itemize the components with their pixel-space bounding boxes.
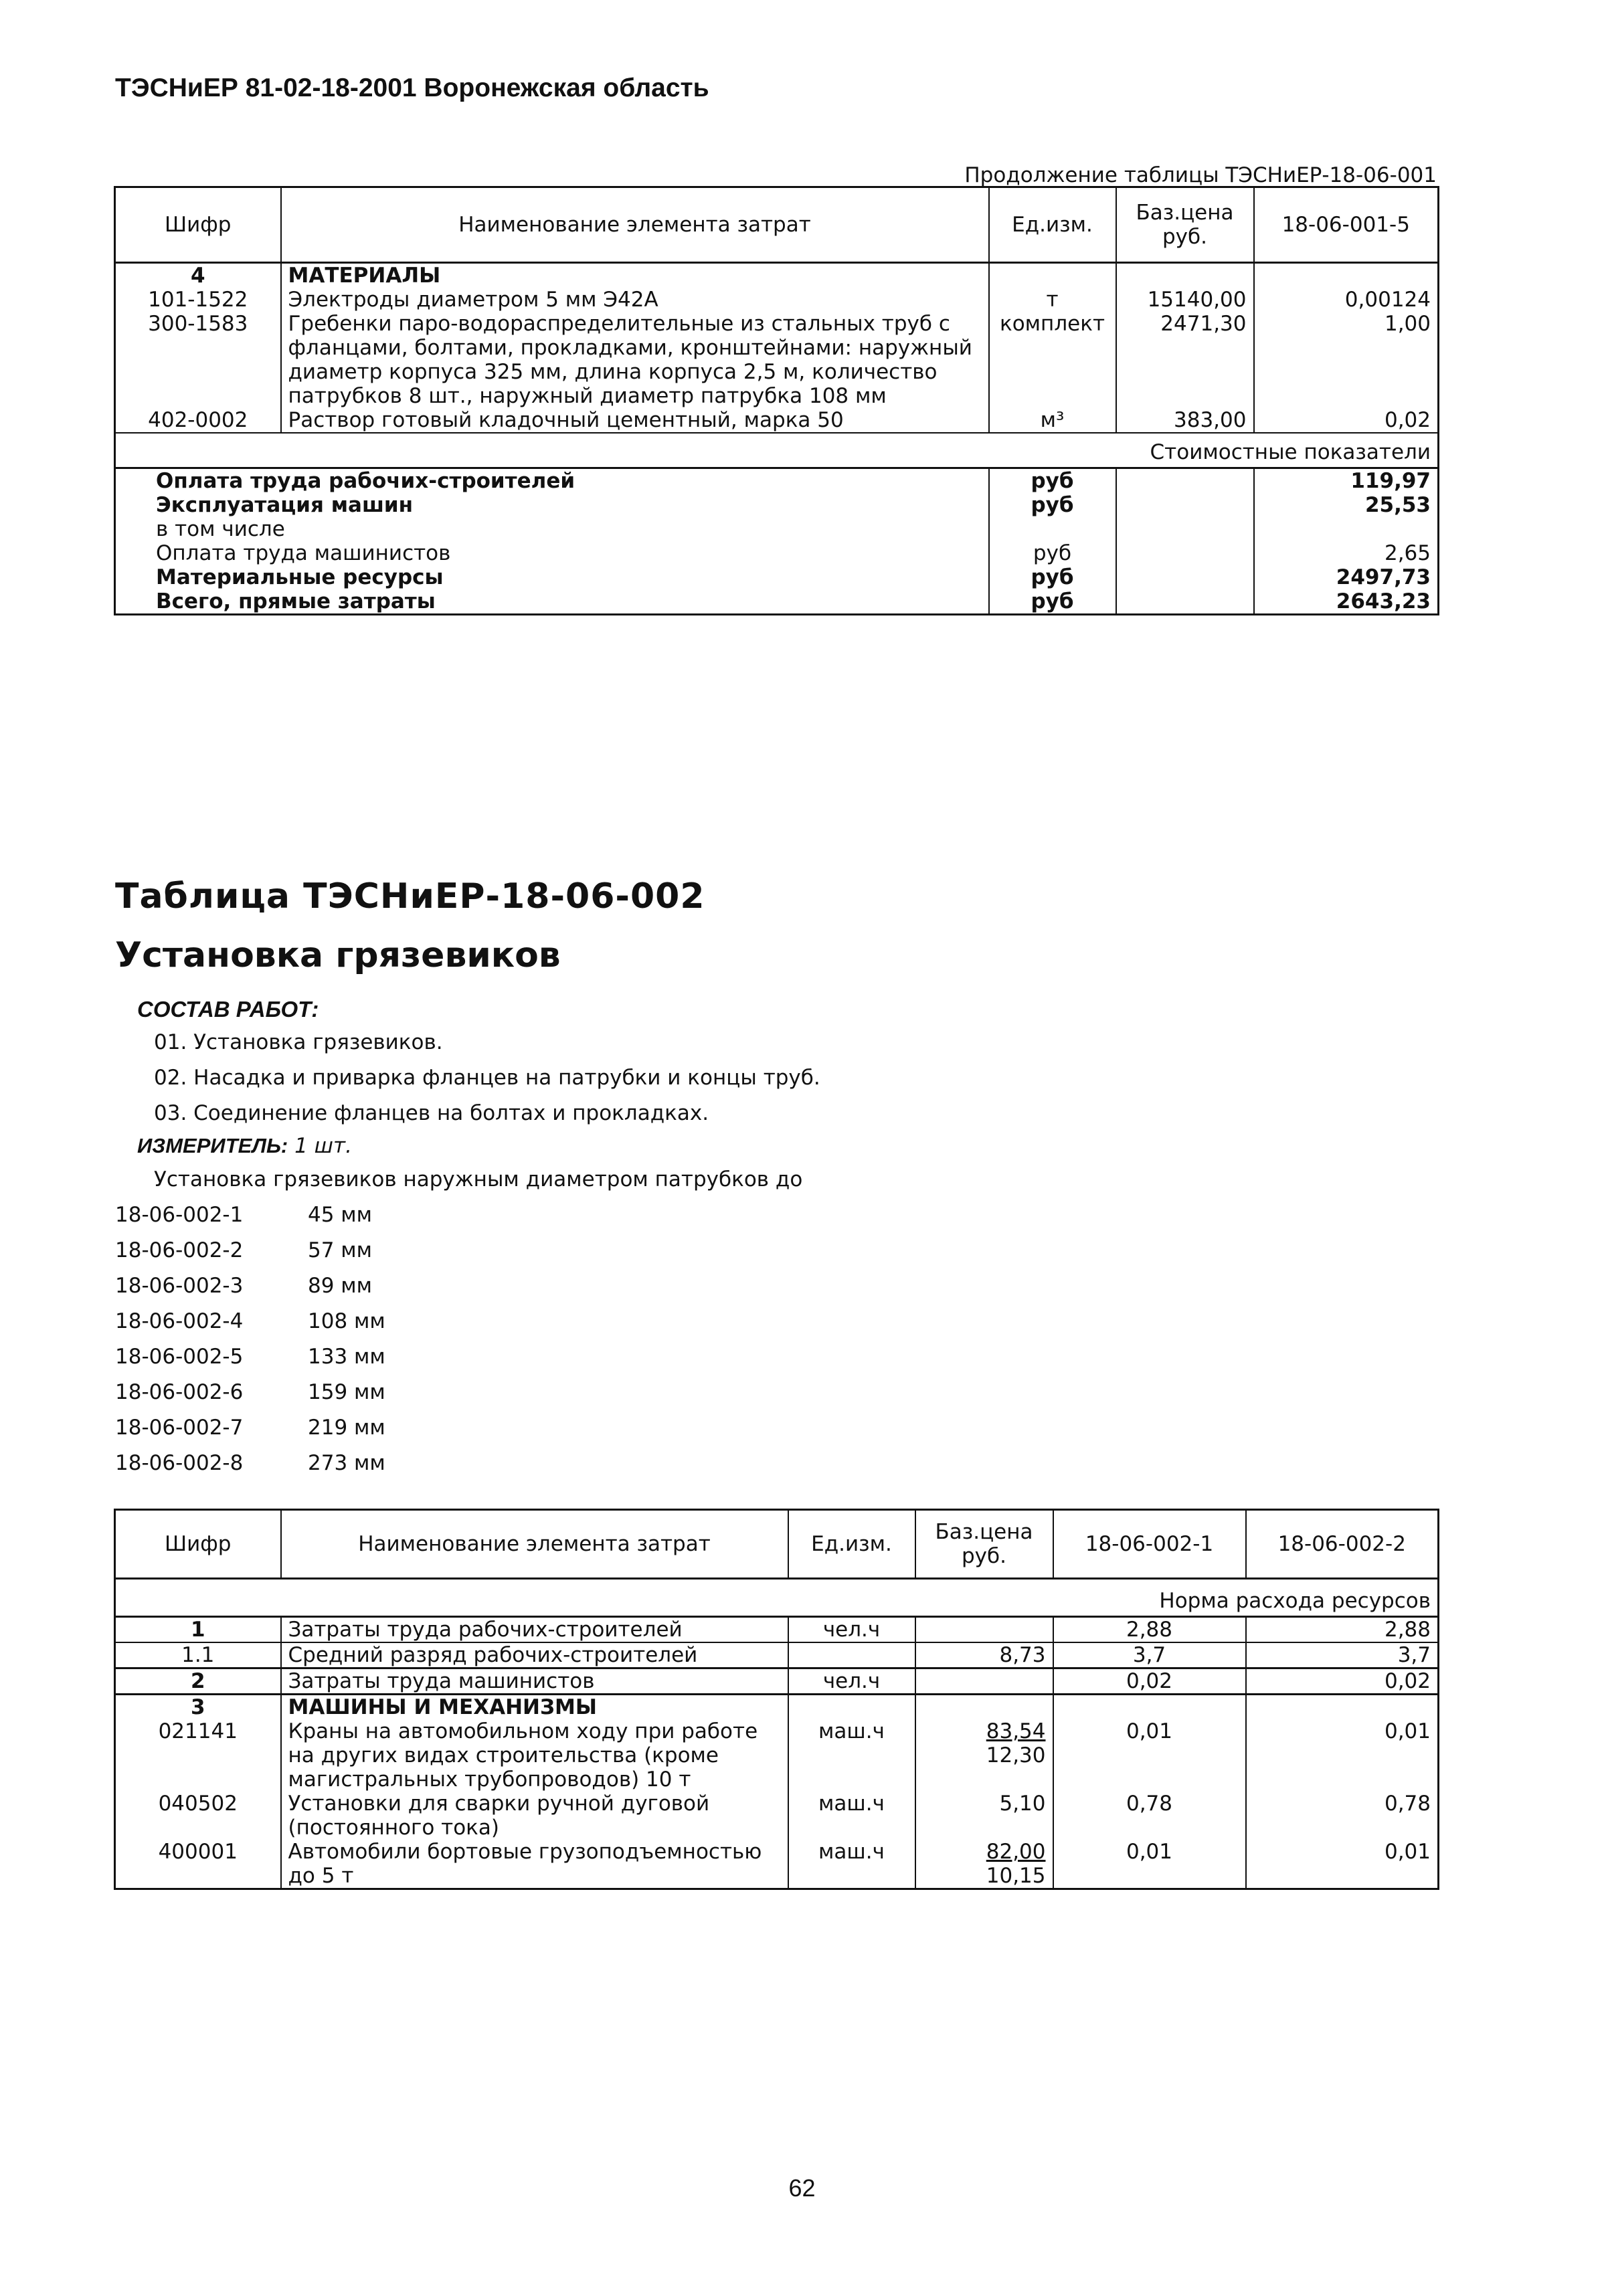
materials-table [114,186,1439,615]
row-name: Затраты труда машинистов [281,1668,788,1695]
row-value-2: 0,01 [1246,1840,1439,1889]
cost-row [115,565,1439,589]
measure-value: 1 шт. [294,1134,352,1158]
row-value-1: 0,01 [1053,1840,1246,1889]
row-value: 0,02 [1254,408,1439,433]
cost-row [115,517,1439,541]
row-value-2: 2,88 [1246,1617,1439,1643]
row-price: 82,00 [986,1840,1046,1864]
row-unit: чел.ч [788,1668,915,1695]
row-value: 1,00 [1254,312,1439,408]
col-header-unit: Ед.изм. [788,1510,915,1579]
row-name: Установки для сварки ручной дуговой (постоянного тока) [281,1792,788,1840]
table-row [115,1617,1439,1643]
table-row [115,288,1439,312]
running-head: ТЭСНиЕР 81-02-18-2001 Воронежская область [115,74,709,102]
cost-value: 2497,73 [1254,565,1439,589]
measure-label: ИЗМЕРИТЕЛЬ: [137,1134,288,1157]
cost-unit: руб [989,541,1116,565]
row-price-labor: 10,15 [986,1864,1046,1888]
row-price [915,1617,1053,1643]
item-size: 57 мм [308,1238,373,1262]
item-code: 18-06-002-7 [115,1416,244,1440]
row-price: 5,10 [915,1792,1053,1840]
table-row [115,1668,1439,1695]
row-code: 402-0002 [148,408,248,432]
row-unit: комплект [989,312,1116,408]
row-unit: маш.ч [788,1840,915,1889]
row-price [915,1668,1053,1695]
work-item: 01. Установка грязевиков. [154,1030,443,1054]
col-header-norm-1: 18-06-002-1 [1053,1510,1246,1579]
item-size: 219 мм [308,1416,385,1440]
row-value-2: 0,01 [1246,1719,1439,1792]
cost-label: Эксплуатация машин [156,493,414,517]
row-price: 83,54 [986,1719,1046,1743]
resources-table [114,1509,1439,1890]
col-header-unit: Ед.изм. [989,187,1116,263]
item-size: 273 мм [308,1451,385,1475]
table-row [115,408,1439,433]
col-header-name: Наименование элемента затрат [281,1510,788,1579]
row-code: 300-1583 [148,312,248,336]
cost-caption: Стоимостные показатели [115,433,1439,468]
section-title: МАТЕРИАЛЫ [281,263,989,288]
row-value-2: 0,78 [1246,1792,1439,1840]
item-size: 133 мм [308,1345,385,1369]
row-value-2: 3,7 [1246,1642,1439,1668]
item-size: 159 мм [308,1380,385,1404]
row-code: 021141 [158,1719,238,1743]
row-price-labor: 12,30 [986,1743,1046,1767]
table-row [115,1792,1439,1840]
col-header-code: Шифр [115,187,281,263]
row-value-1: 0,01 [1053,1719,1246,1792]
row-price: 2471,30 [1116,312,1254,408]
col-header-code: Шифр [115,1510,281,1579]
section-title: МАШИНЫ И МЕХАНИЗМЫ [281,1695,788,1720]
section-row [115,263,1439,288]
cost-value: 2643,23 [1254,589,1439,615]
table-header-row [115,187,1439,263]
cost-row [115,493,1439,517]
cost-row [115,541,1439,565]
table-row [115,312,1439,408]
item-code: 18-06-002-6 [115,1380,244,1404]
section-code: 4 [190,264,205,288]
row-unit: м³ [989,408,1116,433]
cost-value: 119,97 [1254,468,1439,494]
col-header-norm: 18-06-001-5 [1254,187,1439,263]
row-name: Гребенки паро-водораспределительные из стальных труб с фланцами, болтами, прокладками, кронштейнами: наружный диаметр корпуса 325 мм, длина корпуса 2,5 м, количество патрубков 8 шт., наружный диаметр патрубка 108 мм [281,312,989,408]
table-title: Таблица ТЭСНиЕР-18-06-002 [115,876,705,917]
item-size: 89 мм [308,1274,373,1298]
row-value-1: 0,02 [1053,1668,1246,1695]
row-name: Средний разряд рабочих-строителей [281,1642,788,1668]
row-code: 2 [115,1668,281,1695]
row-name: Электроды диаметром 5 мм Э42А [281,288,989,312]
works-heading: СОСТАВ РАБОТ: [137,997,319,1022]
row-value-1: 0,78 [1053,1792,1246,1840]
cost-unit: руб [989,565,1116,589]
table-row [115,1840,1439,1889]
row-price-cell [915,1719,1053,1792]
item-code: 18-06-002-8 [115,1451,244,1475]
row-code: 1.1 [115,1642,281,1668]
cost-unit: руб [989,493,1116,517]
row-unit: маш.ч [788,1719,915,1792]
table-row [115,1642,1439,1668]
row-name: Раствор готовый кладочный цементный, марка 50 [281,408,989,433]
norm-caption: Норма расхода ресурсов [1159,1589,1431,1613]
item-size: 108 мм [308,1309,385,1333]
row-name: Автомобили бортовые грузоподъемностью до 5 т [281,1840,788,1889]
item-size: 45 мм [308,1203,373,1227]
cost-unit: руб [989,468,1116,494]
cost-unit: руб [989,589,1116,615]
item-code: 18-06-002-2 [115,1238,244,1262]
row-unit: т [989,288,1116,312]
col-header-name: Наименование элемента затрат [281,187,989,263]
row-code: 101-1522 [148,288,248,312]
row-code: 400001 [158,1840,238,1864]
row-value-1: 3,7 [1053,1642,1246,1668]
cost-value: 25,53 [1254,493,1439,517]
table-row [115,1719,1439,1792]
cost-row [115,589,1439,615]
item-code: 18-06-002-5 [115,1345,244,1369]
row-price: 15140,00 [1116,288,1254,312]
col-header-price: Баз.цена руб. [915,1510,1053,1579]
cost-row [115,468,1439,494]
row-value: 0,00124 [1254,288,1439,312]
cost-caption-row [115,433,1439,468]
row-code: 1 [115,1617,281,1643]
row-value-2: 0,02 [1246,1668,1439,1695]
cost-label: в том числе [156,517,285,541]
cost-label: Оплата труда рабочих-строителей [115,468,989,494]
continuation-caption: Продолжение таблицы ТЭСНиЕР-18-06-001 [964,163,1437,187]
section-code: 3 [115,1695,281,1720]
row-unit: чел.ч [788,1617,915,1643]
table-header-row [115,1510,1439,1579]
items-intro: Установка грязевиков наружным диаметром патрубков до [154,1167,803,1191]
col-header-price: Баз.цена руб. [1116,187,1254,263]
row-price: 383,00 [1116,408,1254,433]
cost-label: Материальные ресурсы [156,565,444,589]
item-code: 18-06-002-4 [115,1309,244,1333]
row-code: 040502 [158,1792,238,1816]
norm-caption-row [115,1579,1439,1617]
row-price: 8,73 [915,1642,1053,1668]
row-unit [788,1642,915,1668]
row-value-1: 2,88 [1053,1617,1246,1643]
row-unit: маш.ч [788,1792,915,1840]
section-row [115,1695,1439,1720]
table-subtitle: Установка грязевиков [115,935,561,975]
row-name: Затраты труда рабочих-строителей [281,1617,788,1643]
cost-value: 2,65 [1254,541,1439,565]
work-item: 02. Насадка и приварка фланцев на патрубки и концы труб. [154,1066,820,1090]
measure-line [137,1134,352,1158]
item-code: 18-06-002-3 [115,1274,244,1298]
page-number: 62 [788,2174,816,2202]
row-name: Краны на автомобильном ходу при работе на других видах строительства (кроме магистральных трубопроводов) 10 т [281,1719,788,1792]
col-header-norm-2: 18-06-002-2 [1246,1510,1439,1579]
work-item: 03. Соединение фланцев на болтах и прокладках. [154,1101,709,1125]
cost-label: Всего, прямые затраты [156,589,436,613]
item-code: 18-06-002-1 [115,1203,244,1227]
cost-label: Оплата труда машинистов [156,541,451,565]
row-price-cell [915,1840,1053,1889]
